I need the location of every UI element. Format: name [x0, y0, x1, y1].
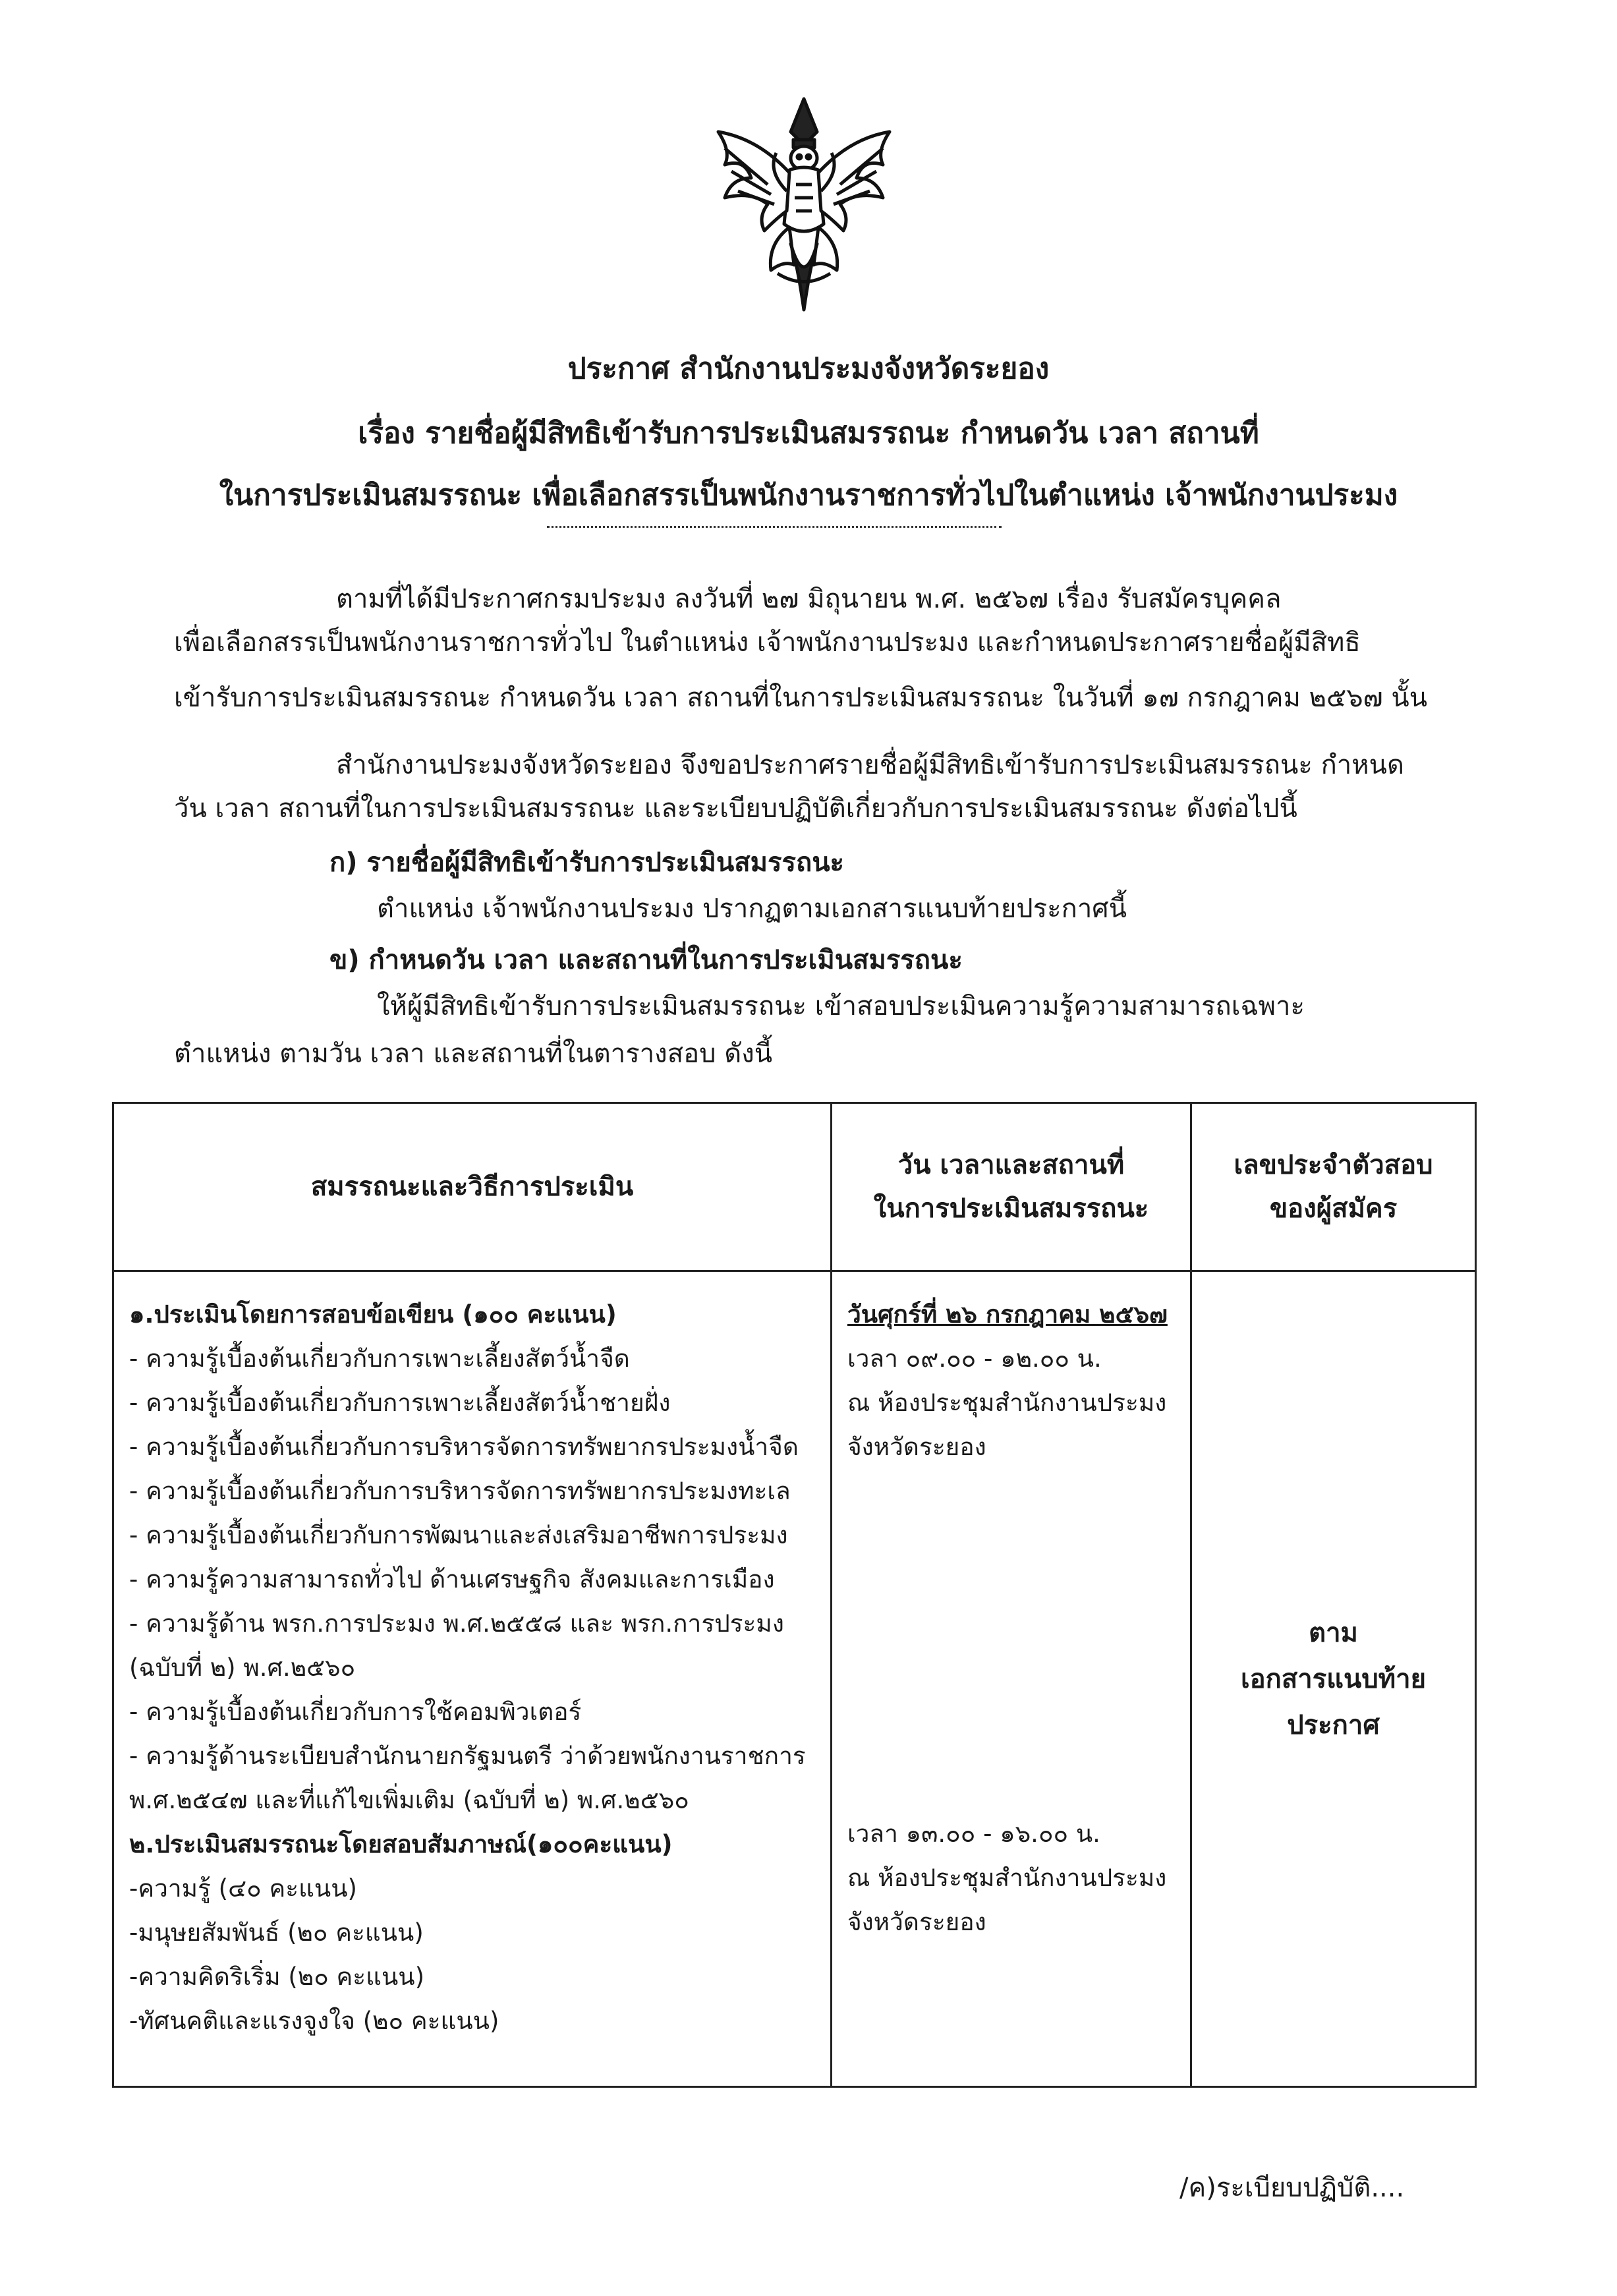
divider-dotted: [547, 526, 1002, 528]
announcement-subject-cont: ในการประเมินสมรรถนะ เพื่อเลือกสรรเป็นพนักงานราชการทั่วไปในตำแหน่ง เจ้าพนักงานประมง: [219, 478, 1398, 512]
list-item: - ความรู้เบื้องต้นเกี่ยวกับการใช้คอมพิวเตอร์: [129, 1698, 582, 1726]
datetime-cell: [832, 1271, 1191, 2087]
exam-id-line-3: ประกาศ: [1287, 1709, 1380, 1740]
slot2-province: จังหวัดระยอง: [847, 1908, 986, 1936]
table-row: [113, 1271, 1476, 2087]
exam-id-line-1: ตาม: [1309, 1617, 1358, 1648]
list-item: พ.ศ.๒๕๔๗ และที่แก้ไขเพิ่มเติม (ฉบับที่ ๒) พ.ศ.๒๕๖๐: [129, 1786, 689, 1814]
list-item: - ความรู้เบื้องต้นเกี่ยวกับการพัฒนาและส่งเสริมอาชีพการประมง: [129, 1521, 788, 1549]
list-item: -ความคิดริเริ่ม (๒๐ คะแนน): [129, 1963, 425, 1991]
continuation-note: /ค)ระเบียบปฏิบัติ....: [1179, 2173, 1405, 2203]
header-datetime: วัน เวลาและสถานที่ ในการประเมินสมรรถนะ: [832, 1103, 1191, 1271]
interview-title: ๒.ประเมินสมรรถนะโดยสอบสัมภาษณ์(๑๐๐คะแนน): [129, 1830, 673, 1858]
competency-cell: [113, 1271, 832, 2087]
paragraph-2-line-2: วัน เวลา สถานที่ในการประเมินสมรรถนะ และระเบียบปฏิบัติเกี่ยวกับการประเมินสมรรถนะ ดังต่อไปนี้: [174, 793, 1297, 824]
section-b-text-line-2: ตำแหน่ง ตามวัน เวลา และสถานที่ในตารางสอบ ดังนี้: [174, 1039, 773, 1069]
list-item: - ความรู้ด้านระเบียบสำนักนายกรัฐมนตรี ว่าด้วยพนักงานราชการ: [129, 1742, 806, 1770]
garuda-emblem-icon: [705, 92, 903, 316]
list-item: (ฉบับที่ ๒) พ.ศ.๒๕๖๐: [129, 1653, 356, 1682]
slot1-venue: ณ ห้องประชุมสำนักงานประมง: [847, 1389, 1167, 1417]
paragraph-1-line-2: เพื่อเลือกสรรเป็นพนักงานราชการทั่วไป ในตำแหน่ง เจ้าพนักงานประมง และกำหนดประกาศรายชื่อผู้มีสิทธิ: [174, 627, 1361, 658]
list-item: - ความรู้เบื้องต้นเกี่ยวกับการบริหารจัดการทรัพยากรประมงทะเล: [129, 1477, 791, 1505]
list-item: - ความรู้ด้าน พรก.การประมง พ.ศ.๒๕๕๘ และ พรก.การประมง: [129, 1609, 784, 1638]
table-header-row: [113, 1103, 1476, 1271]
list-item: - ความรู้ความสามารถทั่วไป ด้านเศรษฐกิจ สังคมและการเมือง: [129, 1565, 775, 1593]
list-item: - ความรู้เบื้องต้นเกี่ยวกับการเพาะเลี้ยงสัตว์น้ำชายฝั่ง: [129, 1389, 671, 1417]
list-item: -ทัศนคติและแรงจูงใจ (๒๐ คะแนน): [129, 2007, 499, 2035]
paragraph-2-line-1: สำนักงานประมงจังหวัดระยอง จึงขอประกาศรายชื่อผู้มีสิทธิเข้ารับการประเมินสมรรถนะ กำหนด: [336, 750, 1404, 780]
paragraph-1-line-3: เข้ารับการประเมินสมรรถนะ กำหนดวัน เวลา สถานที่ในการประเมินสมรรถนะ ในวันที่ ๑๗ กรกฎาคม ๒๕๖๗ นั้น: [174, 683, 1428, 713]
announcement-subject: เรื่อง รายชื่อผู้มีสิทธิเข้ารับการประเมินสมรรถนะ กำหนดวัน เวลา สถานที่: [358, 416, 1259, 450]
header-competency: สมรรถนะและวิธีการประเมิน: [113, 1103, 832, 1271]
exam-id-cell: [1191, 1271, 1476, 2087]
header-exam-id: เลขประจำตัวสอบ ของผู้สมัคร: [1191, 1103, 1476, 1271]
list-item: - ความรู้เบื้องต้นเกี่ยวกับการเพาะเลี้ยงสัตว์น้ำจืด: [129, 1344, 630, 1373]
slot1-time: เวลา ๐๙.๐๐ - ๑๒.๐๐ น.: [847, 1344, 1102, 1373]
written-exam-title: ๑.ประเมินโดยการสอบข้อเขียน (๑๐๐ คะแนน): [129, 1300, 617, 1329]
exam-id-line-2: เอกสารแนบท้าย: [1240, 1663, 1427, 1694]
section-b-title: ข) กำหนดวัน เวลา และสถานที่ในการประเมินสมรรถนะ: [329, 945, 963, 975]
section-a-text: ตำแหน่ง เจ้าพนักงานประมง ปรากฏตามเอกสารแนบท้ายประกาศนี้: [377, 894, 1127, 924]
slot2-venue: ณ ห้องประชุมสำนักงานประมง: [847, 1864, 1167, 1892]
exam-date: วันศุกร์ที่ ๒๖ กรกฎาคม ๒๕๖๗: [847, 1300, 1168, 1329]
section-b-text-line-1: ให้ผู้มีสิทธิเข้ารับการประเมินสมรรถนะ เข้าสอบประเมินความรู้ความสามารถเฉพาะ: [377, 991, 1305, 1021]
paragraph-1-line-1: ตามที่ได้มีประกาศกรมประมง ลงวันที่ ๒๗ มิถุนายน พ.ศ. ๒๕๖๗ เรื่อง รับสมัครบุคคล: [336, 584, 1282, 614]
list-item: -ความรู้ (๔๐ คะแนน): [129, 1874, 357, 1903]
slot2-time: เวลา ๑๓.๐๐ - ๑๖.๐๐ น.: [847, 1820, 1100, 1848]
schedule-table: [112, 1102, 1477, 2088]
list-item: -มนุษยสัมพันธ์ (๒๐ คะแนน): [129, 1918, 424, 1947]
list-item: - ความรู้เบื้องต้นเกี่ยวกับการบริหารจัดการทรัพยากรประมงน้ำจืด: [129, 1433, 799, 1461]
slot1-province: จังหวัดระยอง: [847, 1433, 986, 1461]
announcement-title: ประกาศ สำนักงานประมงจังหวัดระยอง: [567, 352, 1050, 386]
spacer: [847, 1469, 1175, 1812]
section-a-title: ก) รายชื่อผู้มีสิทธิเข้ารับการประเมินสมรรถนะ: [329, 847, 845, 878]
